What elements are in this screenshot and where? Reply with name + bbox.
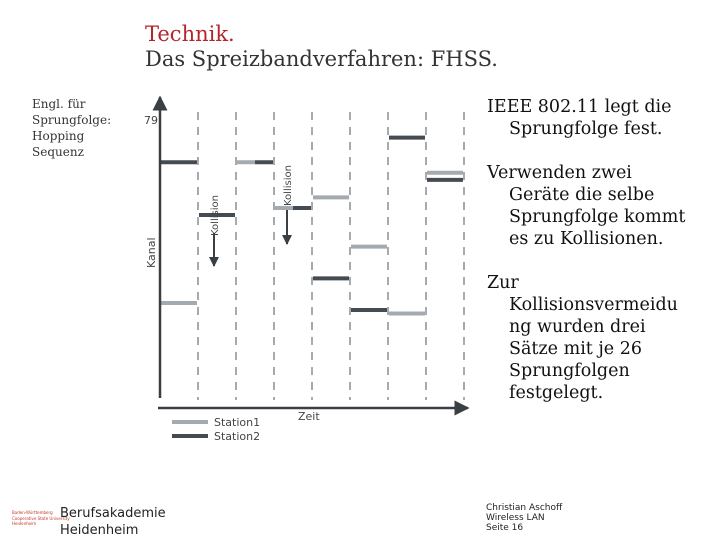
y-axis-label: Kanal bbox=[145, 237, 158, 268]
bullet-line: Sprungfolgen bbox=[509, 361, 630, 381]
footer-meta bbox=[486, 503, 562, 533]
slide-subtitle: Das Spreizbandverfahren: FHSS. bbox=[145, 47, 498, 71]
bullet-paragraph-2 bbox=[487, 162, 712, 250]
x-axis-label: Zeit bbox=[298, 410, 320, 423]
institution-line: Heidenheim bbox=[60, 523, 139, 538]
collision-marker-2 bbox=[283, 165, 294, 244]
footer-author: Christian Aschoff bbox=[486, 503, 563, 513]
collision-marker-1 bbox=[210, 195, 221, 266]
bullet-line: es zu Kollisionen. bbox=[509, 229, 664, 249]
institution-line: Berufsakademie bbox=[60, 506, 166, 521]
footer-page: Seite 16 bbox=[486, 523, 524, 533]
slide-title: Technik. bbox=[145, 22, 235, 46]
legend bbox=[172, 416, 260, 443]
institution-name bbox=[60, 505, 166, 539]
bullet-line: Sprungfolge fest. bbox=[509, 119, 663, 139]
bullet-line: Geräte die selbe bbox=[509, 185, 655, 205]
bullet-line: Verwenden zwei bbox=[487, 163, 632, 183]
bullet-line: IEEE 802.11 legt die bbox=[487, 97, 672, 117]
side-note-line: Sequenz bbox=[32, 145, 84, 159]
footer-course: Wireless LAN bbox=[486, 513, 545, 523]
bullet-paragraph-3 bbox=[487, 272, 712, 404]
bullet-line: Zur bbox=[487, 273, 519, 293]
side-note-line: Hopping bbox=[32, 129, 85, 143]
bullet-column bbox=[487, 96, 712, 404]
bullet-line: Sprungfolge kommt bbox=[509, 207, 686, 227]
y-max-tick-label: 79 bbox=[144, 114, 158, 127]
side-note-line: Engl. für bbox=[32, 97, 86, 111]
bullet-line: Kollisionsvermeidu bbox=[509, 295, 678, 315]
bullet-line: Sätze mit je 26 bbox=[509, 339, 642, 359]
side-note-line: Sprungfolge: bbox=[32, 113, 112, 127]
legend-label-station1: Station1 bbox=[214, 416, 261, 429]
collision-label-1: Kollision bbox=[210, 195, 221, 236]
collision-label-2: Kollision bbox=[283, 165, 294, 206]
bullet-paragraph-1 bbox=[487, 96, 712, 140]
bullet-line: festgelegt. bbox=[509, 383, 604, 403]
dhbw-logo: Baden-Württemberg Cooperative State University Heidenheim bbox=[12, 510, 70, 526]
slot-grid bbox=[198, 112, 464, 400]
bullet-line: ng wurden drei bbox=[509, 317, 646, 337]
legend-label-station2: Station2 bbox=[214, 430, 261, 443]
